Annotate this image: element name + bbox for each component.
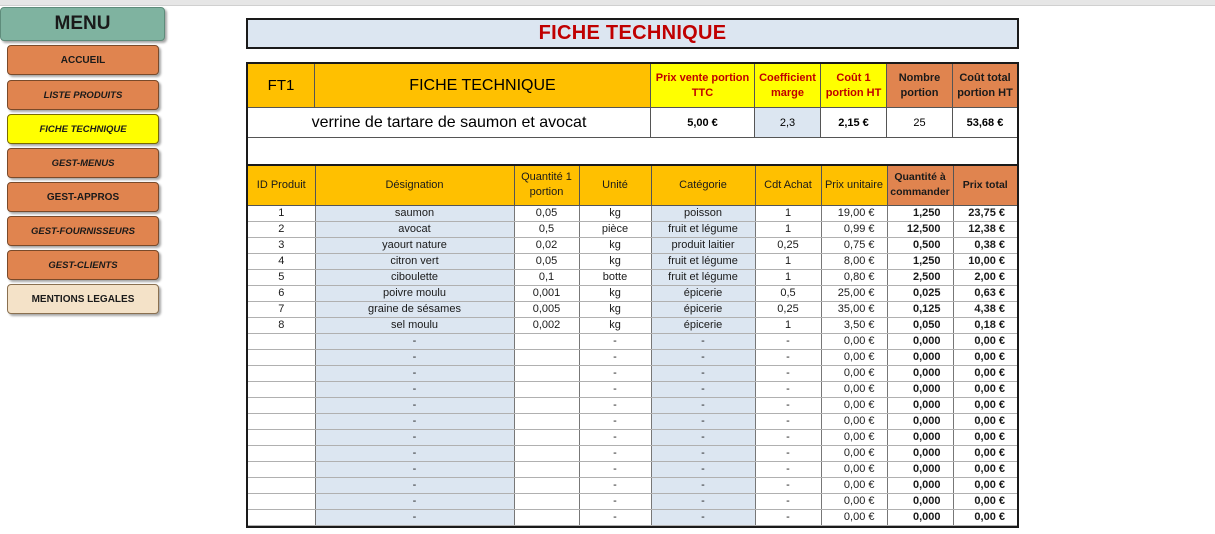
- menu-button-fiche-technique[interactable]: FICHE TECHNIQUE: [7, 114, 159, 144]
- table-row: [248, 221, 1017, 237]
- cell-quantite-commander: 0,125: [887, 301, 953, 317]
- table-row: [248, 253, 1017, 269]
- cell-categorie: épicerie: [651, 285, 755, 301]
- table-row: [248, 237, 1017, 253]
- table-row: [248, 205, 1017, 221]
- coefficient-label: Coefficient marge: [755, 64, 821, 108]
- cell-prix-unitaire: 0,75 €: [821, 237, 887, 253]
- cell-quantite[interactable]: [514, 509, 579, 525]
- cout-portion-value: 2,15 €: [821, 108, 887, 138]
- cell-unite: -: [579, 413, 651, 429]
- menu-button-liste-produits[interactable]: LISTE PRODUITS: [7, 80, 159, 110]
- cell-categorie: -: [651, 397, 755, 413]
- cell-quantite[interactable]: [514, 349, 579, 365]
- cell-designation[interactable]: graine de sésames: [315, 301, 514, 317]
- cell-unite: -: [579, 381, 651, 397]
- cell-unite: kg: [579, 253, 651, 269]
- cell-quantite-commander: 0,000: [887, 461, 953, 477]
- cell-quantite[interactable]: 0,005: [514, 301, 579, 317]
- cout-total-label: Coût total portion HT: [953, 64, 1017, 108]
- cell-cdt-achat: -: [755, 413, 821, 429]
- cell-cdt-achat: -: [755, 461, 821, 477]
- table-row: [248, 493, 1017, 509]
- cell-prix-total: 23,75 €: [953, 205, 1017, 221]
- cell-unite: -: [579, 509, 651, 525]
- cell-unite: -: [579, 365, 651, 381]
- cell-quantite-commander: 1,250: [887, 205, 953, 221]
- cell-unite: botte: [579, 269, 651, 285]
- cell-cdt-achat: -: [755, 429, 821, 445]
- cell-prix-unitaire: 0,00 €: [821, 429, 887, 445]
- cell-quantite-commander: 0,000: [887, 333, 953, 349]
- col-header-quantite: Quantité 1 portion: [514, 166, 579, 205]
- col-header-unite: Unité: [579, 166, 651, 205]
- cell-prix-total: 4,38 €: [953, 301, 1017, 317]
- cell-prix-total: 12,38 €: [953, 221, 1017, 237]
- cell-quantite[interactable]: [514, 493, 579, 509]
- col-header-prix-total: Prix total: [953, 166, 1017, 205]
- cell-unite: -: [579, 333, 651, 349]
- cell-prix-unitaire: 35,00 €: [821, 301, 887, 317]
- cell-quantite[interactable]: [514, 365, 579, 381]
- cell-cdt-achat: -: [755, 397, 821, 413]
- table-row: [248, 333, 1017, 349]
- cell-prix-total: 0,00 €: [953, 509, 1017, 525]
- cell-prix-unitaire: 8,00 €: [821, 253, 887, 269]
- cell-designation[interactable]: -: [315, 429, 514, 445]
- cell-id[interactable]: [248, 413, 315, 429]
- cell-id[interactable]: [248, 397, 315, 413]
- cell-unite: kg: [579, 285, 651, 301]
- cell-categorie: -: [651, 381, 755, 397]
- cell-quantite[interactable]: 0,05: [514, 205, 579, 221]
- cout-portion-label: Coût 1 portion HT: [821, 64, 887, 108]
- cell-quantite[interactable]: [514, 461, 579, 477]
- cell-id[interactable]: [248, 333, 315, 349]
- cell-prix-unitaire: 0,00 €: [821, 445, 887, 461]
- cell-categorie: -: [651, 429, 755, 445]
- cell-prix-total: 0,00 €: [953, 381, 1017, 397]
- cell-quantite-commander: 0,000: [887, 429, 953, 445]
- prix-vente-value[interactable]: 5,00 €: [651, 108, 755, 138]
- cell-designation[interactable]: sel moulu: [315, 317, 514, 333]
- cell-id[interactable]: 6: [248, 285, 315, 301]
- cell-categorie: -: [651, 445, 755, 461]
- menu-button-gest-menus[interactable]: GEST-MENUS: [7, 148, 159, 178]
- cell-cdt-achat: 1: [755, 221, 821, 237]
- cell-designation[interactable]: -: [315, 365, 514, 381]
- menu-button-gest-clients[interactable]: GEST-CLIENTS: [7, 250, 159, 280]
- cell-cdt-achat: -: [755, 477, 821, 493]
- cell-designation[interactable]: -: [315, 349, 514, 365]
- cell-categorie: fruit et légume: [651, 221, 755, 237]
- cell-prix-unitaire: 0,00 €: [821, 365, 887, 381]
- cell-categorie: -: [651, 477, 755, 493]
- cell-quantite-commander: 0,500: [887, 237, 953, 253]
- menu-button-gest-fournisseurs[interactable]: GEST-FOURNISSEURS: [7, 216, 159, 246]
- page-title: FICHE TECHNIQUE: [246, 18, 1019, 49]
- cell-quantite-commander: 0,025: [887, 285, 953, 301]
- cell-cdt-achat: -: [755, 365, 821, 381]
- nombre-portion-value[interactable]: 25: [887, 108, 953, 138]
- cell-id[interactable]: 7: [248, 301, 315, 317]
- cell-quantite-commander: 0,000: [887, 365, 953, 381]
- cell-cdt-achat: -: [755, 349, 821, 365]
- cell-prix-total: 0,38 €: [953, 237, 1017, 253]
- cell-quantite-commander: 0,000: [887, 445, 953, 461]
- cell-designation[interactable]: avocat: [315, 221, 514, 237]
- cell-cdt-achat: 1: [755, 253, 821, 269]
- cell-id[interactable]: 4: [248, 253, 315, 269]
- cell-prix-total: 0,00 €: [953, 477, 1017, 493]
- menu-button-accueil[interactable]: ACCUEIL: [7, 45, 159, 75]
- cell-quantite-commander: 0,050: [887, 317, 953, 333]
- cell-id[interactable]: [248, 365, 315, 381]
- cell-prix-unitaire: 0,00 €: [821, 493, 887, 509]
- cell-prix-total: 0,00 €: [953, 333, 1017, 349]
- cell-prix-total: 2,00 €: [953, 269, 1017, 285]
- table-row: [248, 413, 1017, 429]
- cell-quantite[interactable]: 0,001: [514, 285, 579, 301]
- cell-categorie: produit laitier: [651, 237, 755, 253]
- cell-id[interactable]: [248, 509, 315, 525]
- cell-unite: -: [579, 349, 651, 365]
- cell-categorie: fruit et légume: [651, 253, 755, 269]
- cell-prix-unitaire: 0,00 €: [821, 333, 887, 349]
- cell-id[interactable]: 2: [248, 221, 315, 237]
- cell-prix-total: 0,18 €: [953, 317, 1017, 333]
- cell-id[interactable]: [248, 429, 315, 445]
- table-row: [248, 317, 1017, 333]
- cell-designation[interactable]: -: [315, 381, 514, 397]
- cell-prix-unitaire: 0,00 €: [821, 349, 887, 365]
- cell-unite: pièce: [579, 221, 651, 237]
- col-header-quantite-commander: Quantité à commander: [887, 166, 953, 205]
- cell-prix-total: 0,00 €: [953, 413, 1017, 429]
- cell-prix-unitaire: 0,00 €: [821, 397, 887, 413]
- cell-prix-unitaire: 0,80 €: [821, 269, 887, 285]
- cell-cdt-achat: 0,25: [755, 301, 821, 317]
- cell-categorie: -: [651, 509, 755, 525]
- cell-designation[interactable]: poivre moulu: [315, 285, 514, 301]
- cell-prix-unitaire: 0,99 €: [821, 221, 887, 237]
- cell-quantite-commander: 0,000: [887, 349, 953, 365]
- cell-prix-total: 0,00 €: [953, 445, 1017, 461]
- cell-cdt-achat: -: [755, 381, 821, 397]
- cell-designation[interactable]: saumon: [315, 205, 514, 221]
- cell-cdt-achat: 1: [755, 205, 821, 221]
- cell-cdt-achat: -: [755, 445, 821, 461]
- menu-title: MENU: [0, 7, 165, 41]
- cell-quantite-commander: 2,500: [887, 269, 953, 285]
- col-header-categorie: Catégorie: [651, 166, 755, 205]
- cell-prix-total: 0,00 €: [953, 493, 1017, 509]
- cell-cdt-achat: -: [755, 493, 821, 509]
- cell-id[interactable]: 8: [248, 317, 315, 333]
- cell-id[interactable]: [248, 461, 315, 477]
- recipe-header: [246, 62, 1019, 166]
- cell-designation[interactable]: -: [315, 477, 514, 493]
- cell-prix-total: 0,00 €: [953, 429, 1017, 445]
- cell-categorie: -: [651, 365, 755, 381]
- cell-designation[interactable]: -: [315, 333, 514, 349]
- cell-cdt-achat: 0,5: [755, 285, 821, 301]
- table-row: [248, 365, 1017, 381]
- cell-prix-unitaire: 0,00 €: [821, 477, 887, 493]
- col-header-prix-unitaire: Prix unitaire: [821, 166, 887, 205]
- cell-quantite[interactable]: 0,002: [514, 317, 579, 333]
- cell-prix-total: 0,00 €: [953, 365, 1017, 381]
- table-row: [248, 509, 1017, 525]
- cell-quantite[interactable]: [514, 381, 579, 397]
- cell-unite: kg: [579, 301, 651, 317]
- cell-designation[interactable]: -: [315, 509, 514, 525]
- cell-prix-total: 0,00 €: [953, 397, 1017, 413]
- cell-id[interactable]: [248, 381, 315, 397]
- col-header-designation: Désignation: [315, 166, 514, 205]
- cell-quantite[interactable]: 0,1: [514, 269, 579, 285]
- cell-unite: -: [579, 429, 651, 445]
- cell-quantite[interactable]: [514, 397, 579, 413]
- coefficient-value[interactable]: 2,3: [755, 108, 821, 138]
- cell-categorie: fruit et légume: [651, 269, 755, 285]
- col-header-id: ID Produit: [248, 166, 315, 205]
- cell-quantite-commander: 0,000: [887, 381, 953, 397]
- cell-id[interactable]: [248, 349, 315, 365]
- cell-prix-unitaire: 0,00 €: [821, 413, 887, 429]
- cell-cdt-achat: 0,25: [755, 237, 821, 253]
- table-row: [248, 269, 1017, 285]
- cell-quantite[interactable]: [514, 333, 579, 349]
- table-row: [248, 285, 1017, 301]
- table-row: [248, 445, 1017, 461]
- cell-id[interactable]: [248, 445, 315, 461]
- cell-quantite-commander: 0,000: [887, 397, 953, 413]
- cell-prix-unitaire: 3,50 €: [821, 317, 887, 333]
- cell-prix-unitaire: 0,00 €: [821, 509, 887, 525]
- cell-quantite[interactable]: [514, 413, 579, 429]
- cout-total-value: 53,68 €: [953, 108, 1017, 138]
- cell-designation[interactable]: ciboulette: [315, 269, 514, 285]
- nombre-portion-label: Nombre portion: [887, 64, 953, 108]
- cell-quantite[interactable]: 0,5: [514, 221, 579, 237]
- cell-quantite-commander: 1,250: [887, 253, 953, 269]
- cell-prix-total: 0,00 €: [953, 461, 1017, 477]
- cell-id[interactable]: 3: [248, 237, 315, 253]
- cell-prix-unitaire: 0,00 €: [821, 381, 887, 397]
- cell-prix-total: 10,00 €: [953, 253, 1017, 269]
- cell-unite: kg: [579, 237, 651, 253]
- cell-quantite-commander: 0,000: [887, 413, 953, 429]
- table-header-row: [248, 166, 1017, 205]
- table-row: [248, 477, 1017, 493]
- cell-designation[interactable]: citron vert: [315, 253, 514, 269]
- cell-quantite[interactable]: [514, 477, 579, 493]
- menu-button-mentions-legales[interactable]: MENTIONS LEGALES: [7, 284, 159, 314]
- table-row: [248, 301, 1017, 317]
- cell-unite: -: [579, 493, 651, 509]
- cell-quantite-commander: 0,000: [887, 477, 953, 493]
- cell-unite: kg: [579, 317, 651, 333]
- table-row: [248, 381, 1017, 397]
- cell-quantite[interactable]: 0,02: [514, 237, 579, 253]
- cell-unite: -: [579, 445, 651, 461]
- table-row: [248, 461, 1017, 477]
- cell-categorie: -: [651, 349, 755, 365]
- cell-categorie: -: [651, 413, 755, 429]
- cell-unite: -: [579, 461, 651, 477]
- cell-quantite-commander: 0,000: [887, 509, 953, 525]
- cell-unite: -: [579, 477, 651, 493]
- cell-quantite-commander: 0,000: [887, 493, 953, 509]
- cell-id[interactable]: [248, 493, 315, 509]
- cell-designation[interactable]: -: [315, 461, 514, 477]
- col-header-cdt-achat: Cdt Achat: [755, 166, 821, 205]
- ingredients-table: [246, 166, 1019, 528]
- cell-quantite[interactable]: [514, 429, 579, 445]
- cell-cdt-achat: -: [755, 509, 821, 525]
- cell-id[interactable]: 1: [248, 205, 315, 221]
- cell-prix-total: 0,00 €: [953, 349, 1017, 365]
- cell-categorie: épicerie: [651, 301, 755, 317]
- cell-categorie: -: [651, 333, 755, 349]
- cell-prix-unitaire: 25,00 €: [821, 285, 887, 301]
- cell-designation[interactable]: -: [315, 445, 514, 461]
- cell-id[interactable]: [248, 477, 315, 493]
- table-row: [248, 429, 1017, 445]
- cell-categorie: -: [651, 493, 755, 509]
- cell-designation[interactable]: yaourt nature: [315, 237, 514, 253]
- cell-designation[interactable]: -: [315, 397, 514, 413]
- cell-cdt-achat: 1: [755, 269, 821, 285]
- cell-quantite[interactable]: [514, 445, 579, 461]
- cell-categorie: épicerie: [651, 317, 755, 333]
- cell-unite: -: [579, 397, 651, 413]
- cell-cdt-achat: 1: [755, 317, 821, 333]
- cell-designation[interactable]: -: [315, 413, 514, 429]
- cell-unite: kg: [579, 205, 651, 221]
- recipe-code: FT1: [248, 64, 315, 108]
- table-row: [248, 349, 1017, 365]
- menu-button-gest-appros[interactable]: GEST-APPROS: [7, 182, 159, 212]
- cell-prix-total: 0,63 €: [953, 285, 1017, 301]
- cell-categorie: poisson: [651, 205, 755, 221]
- prix-vente-label: Prix vente portion TTC: [651, 64, 755, 108]
- recipe-name[interactable]: verrine de tartare de saumon et avocat: [248, 108, 651, 138]
- cell-id[interactable]: 5: [248, 269, 315, 285]
- cell-prix-unitaire: 19,00 €: [821, 205, 887, 221]
- cell-prix-unitaire: 0,00 €: [821, 461, 887, 477]
- table-row: [248, 397, 1017, 413]
- cell-cdt-achat: -: [755, 333, 821, 349]
- toolbar-edge: [0, 0, 1215, 6]
- cell-quantite-commander: 12,500: [887, 221, 953, 237]
- cell-designation[interactable]: -: [315, 493, 514, 509]
- section-title: FICHE TECHNIQUE: [315, 64, 651, 108]
- cell-quantite[interactable]: 0,05: [514, 253, 579, 269]
- cell-categorie: -: [651, 461, 755, 477]
